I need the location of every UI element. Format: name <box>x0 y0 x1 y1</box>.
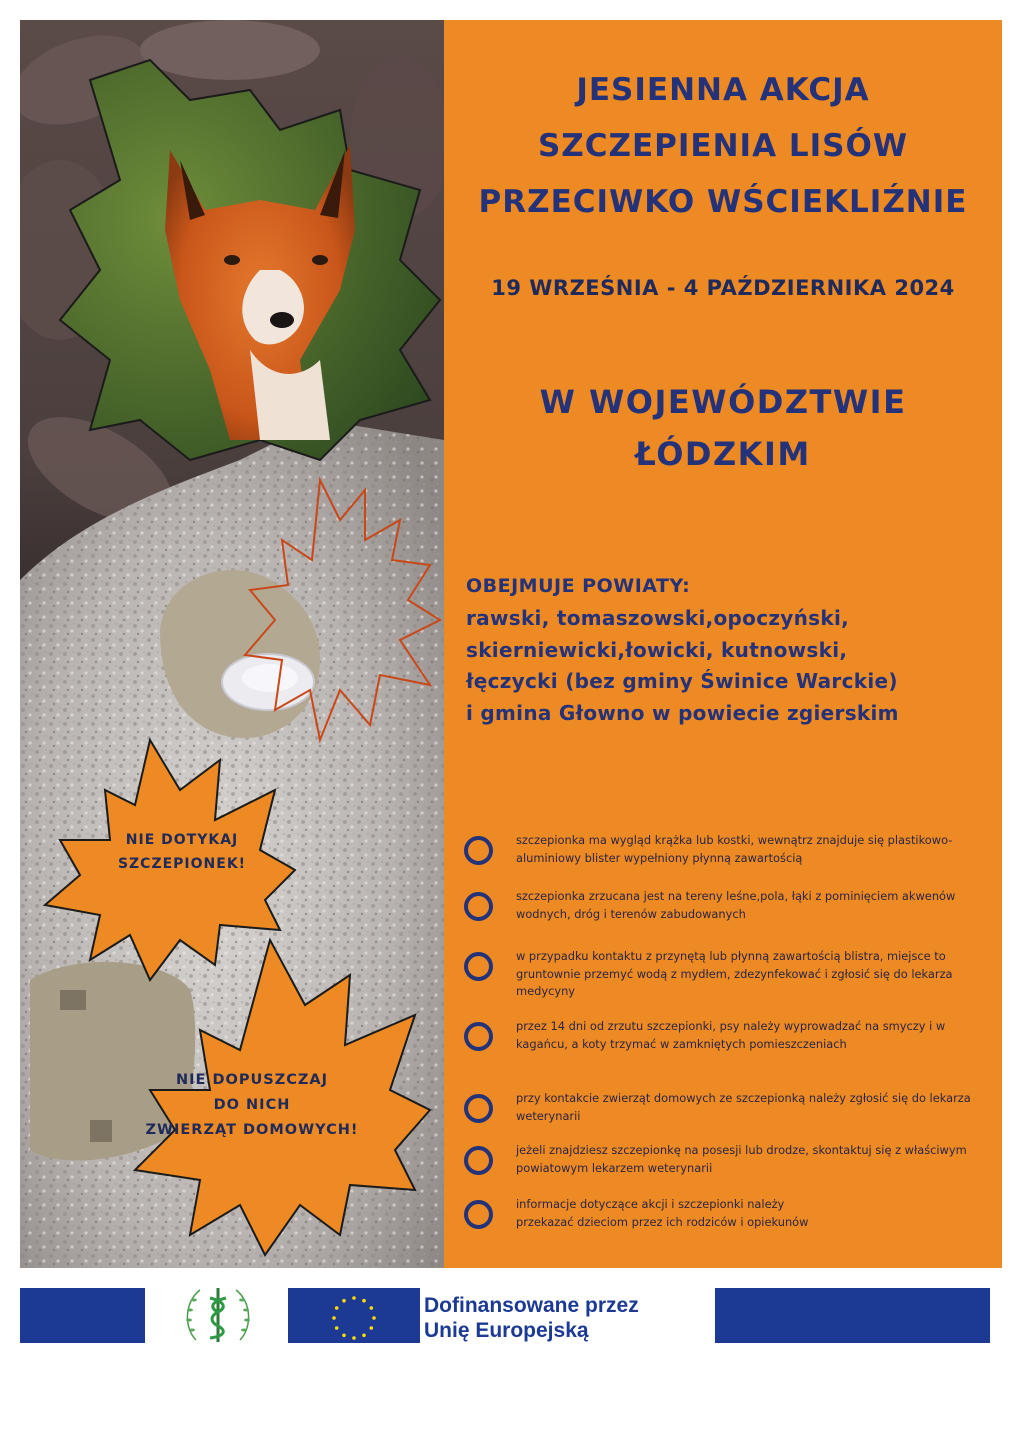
circle-bullet-icon <box>464 892 493 921</box>
page-title <box>444 62 1002 230</box>
warning-text: ZWIERZĄT DOMOWYCH! <box>145 1122 359 1138</box>
districts-line: skierniewicki,łowicki, kutnowski, <box>466 637 848 662</box>
eu-flag-icon <box>288 1288 420 1343</box>
circle-bullet-icon <box>464 1146 493 1175</box>
circle-bullet-icon <box>464 1022 493 1051</box>
title-line: PRZECIWKO WŚCIEKLIŹNIE <box>478 184 968 220</box>
list-item-text: szczepionka zrzucana jest na tereny leśne,pola, łąki z pominięciem akwenów wodnych, dróg i terenów zabudowanych <box>516 889 956 921</box>
footer <box>20 1288 990 1343</box>
warning-leaf-1 <box>92 828 272 876</box>
title-line: JESIENNA AKCJA <box>576 72 870 108</box>
list-item-text: przez 14 dni od zrzutu szczepionki, psy należy wyprowadzać na smyczy i w kagańcu, a koty trzymać w zamkniętych pomieszczeniach <box>516 1019 946 1051</box>
list-item-text: przy kontakcie zwierząt domowych ze szczepionką należy zgłosić się do lekarza weterynarii <box>516 1091 971 1123</box>
warning-text: NIE DOTYKAJ <box>125 832 239 848</box>
eu-funding-line: Dofinansowane przez <box>424 1294 639 1317</box>
circle-bullet-icon <box>464 1094 493 1123</box>
info-panel <box>444 20 1002 1268</box>
warning-leaf-2 <box>132 1068 372 1143</box>
list-item-text: jeżeli znajdziesz szczepionkę na posesji lub drodze, skontaktuj się z właściwym powiatowym lekarzem weterynarii <box>516 1143 967 1175</box>
districts-heading: OBEJMUJE POWIATY: <box>466 575 691 597</box>
circle-bullet-icon <box>464 836 493 865</box>
title-line: SZCZEPIENIA LISÓW <box>537 128 909 164</box>
blue-bar-left <box>20 1288 145 1343</box>
districts-line: i gmina Głowno w powiecie zgierskim <box>466 700 899 725</box>
warning-text: DO NICH <box>213 1097 291 1113</box>
districts-line: rawski, tomaszowski,opoczyński, <box>466 606 850 630</box>
circle-bullet-icon <box>464 952 493 981</box>
region-line: ŁÓDZKIM <box>635 435 811 473</box>
warning-text: NIE DOPUSZCZAJ <box>176 1072 328 1088</box>
list-item-text: szczepionka ma wygląd krążka lub kostki, wewnątrz znajduje się plastikowo-aluminiowy blister wypełniony płynną zawartością <box>516 833 953 865</box>
eu-funding-line: Unię Europejską <box>424 1319 589 1342</box>
campaign-dates: 19 WRZEŚNIA - 4 PAŹDZIERNIKA 2024 <box>491 276 955 300</box>
districts-line: łęczycki (bez gminy Świnice Warckie) <box>466 669 898 693</box>
poster <box>20 20 1002 1268</box>
vet-emblem-icon <box>178 1280 258 1350</box>
region-heading <box>444 376 1002 480</box>
warning-text: SZCZEPIONEK! <box>117 856 247 872</box>
list-item-text: w przypadku kontaktu z przynętą lub płynną zawartością blistra, miejsce to gruntownie przemyć wodą z mydłem, zdezynfekować i zgłosić się do lekarza medycyny <box>516 949 953 998</box>
circle-bullet-icon <box>464 1200 493 1229</box>
list-item-text: informacje dotyczące akcji i szczepionki należy przekazać dzieciom przez ich rodziców i opiekunów <box>516 1197 809 1229</box>
region-line: W WOJEWÓDZTWIE <box>539 383 907 421</box>
blue-bar-right <box>715 1288 990 1343</box>
districts-section <box>466 575 899 729</box>
eu-funding-text <box>424 1293 639 1343</box>
